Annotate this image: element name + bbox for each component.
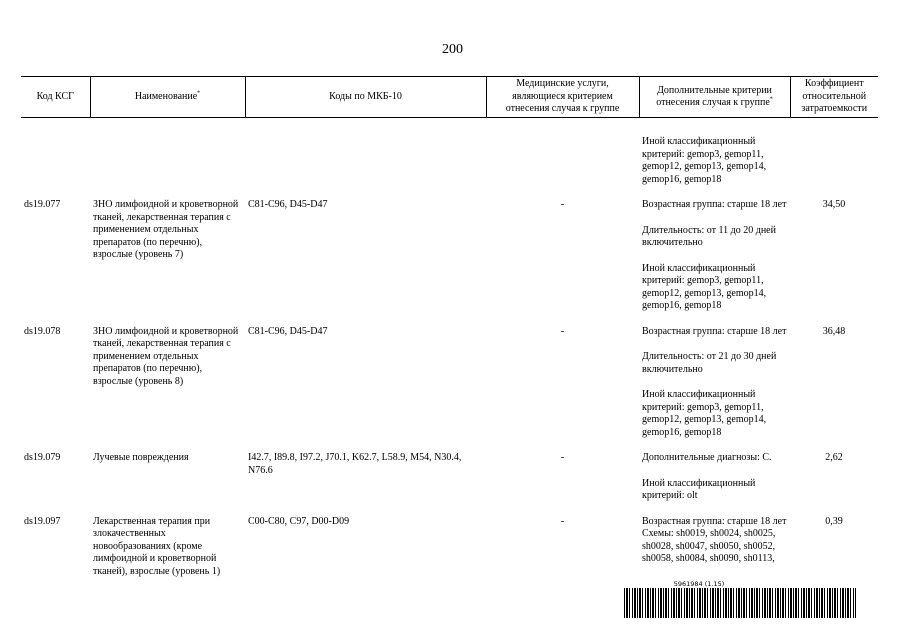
row-coef: 2,62 — [825, 452, 843, 463]
row-coef: 36,48 — [822, 325, 846, 337]
row-coef: 0,39 — [825, 515, 843, 527]
barcode-label: 5961984 (1.15) — [673, 580, 725, 588]
row-code: ds19.097 — [24, 515, 61, 527]
row-name: Лекарственная терапия при злокачественных новообразованиях (кроме лимфоидной и кроветворной тканей), взрослые (уровень 1) — [93, 515, 221, 577]
row-services: - — [560, 452, 565, 463]
header-mkb: Коды по МКБ-10 — [245, 77, 486, 118]
header-services: Медицинские услуги, являющиеся критерием отнесения случая к группе — [486, 77, 639, 118]
ksg-table — [21, 76, 878, 578]
header-row — [21, 77, 878, 118]
row-mkb: C81-C96, D45-D47 — [248, 325, 328, 337]
header-coef: Коэффициент относительной затратоемкости — [790, 77, 878, 118]
row-code: ds19.077 — [24, 199, 61, 210]
row-mkb: C81-C96, D45-D47 — [248, 199, 328, 210]
row-name: ЗНО лимфоидной и кроветворной тканей, лекарственная терапия с применением отдельных препаратов (по перечню), взрослые (уровень 7) — [93, 199, 239, 260]
row-code: ds19.079 — [24, 452, 61, 463]
row-services: - — [560, 199, 565, 210]
row-mkb: C00-C80, C97, D00-D09 — [248, 515, 350, 527]
table-row — [21, 326, 878, 453]
row-services: - — [560, 325, 565, 337]
row-mkb: I42.7, I89.8, I97.2, J70.1, K62.7, L58.9, M54, N30.4, N76.6 — [248, 452, 462, 476]
row-coef: 34,50 — [822, 199, 846, 210]
header-criteria: Дополнительные критерии отнесения случая к группе* — [639, 77, 790, 118]
header-code: Код КСГ — [21, 77, 90, 118]
row-services: - — [560, 515, 565, 527]
row-criteria: Возрастная группа: старше 18 лет Длительность: от 21 до 30 дней включительно Иной классификационный критерий: gemop3, gemop11, gemop12, gemop13, gemop14, gemop16, gemop18 — [642, 325, 787, 438]
row-criteria: Возрастная группа: старше 18 лет Схемы: sh0019, sh0024, sh0025, sh0028, sh0047, sh0050, sh0052, sh0058, sh0084, sh0090, sh0113, — [642, 515, 787, 564]
table-row — [21, 516, 878, 579]
header-name: Наименование* — [90, 77, 245, 118]
table-row — [21, 452, 878, 516]
ksg-table-area — [21, 76, 878, 578]
row-name: Лучевые повреждения — [93, 452, 189, 463]
page-number: 200 — [442, 42, 463, 57]
barcode — [624, 580, 856, 618]
row-criteria: Возрастная группа: старше 18 лет Длительность: от 11 до 20 дней включительно Иной классификационный критерий: gemop3, gemop11, gemop12, gemop13, gemop14, gemop16, gemop18 — [642, 199, 787, 311]
row-name: ЗНО лимфоидной и кроветворной тканей, лекарственная терапия с применением отдельных препаратов (по перечню), взрослые (уровень 8) — [93, 325, 239, 387]
row-code: ds19.078 — [24, 325, 61, 337]
barcode-bars — [624, 588, 856, 618]
table-row — [21, 199, 878, 326]
continuation-row — [21, 118, 878, 200]
continuation-criteria: Иной классификационный критерий: gemop3, gemop11, gemop12, gemop13, gemop14, gemop16, gemop18 — [642, 136, 767, 185]
row-criteria: Дополнительные диагнозы: С. Иной классификационный критерий: olt — [642, 452, 772, 501]
